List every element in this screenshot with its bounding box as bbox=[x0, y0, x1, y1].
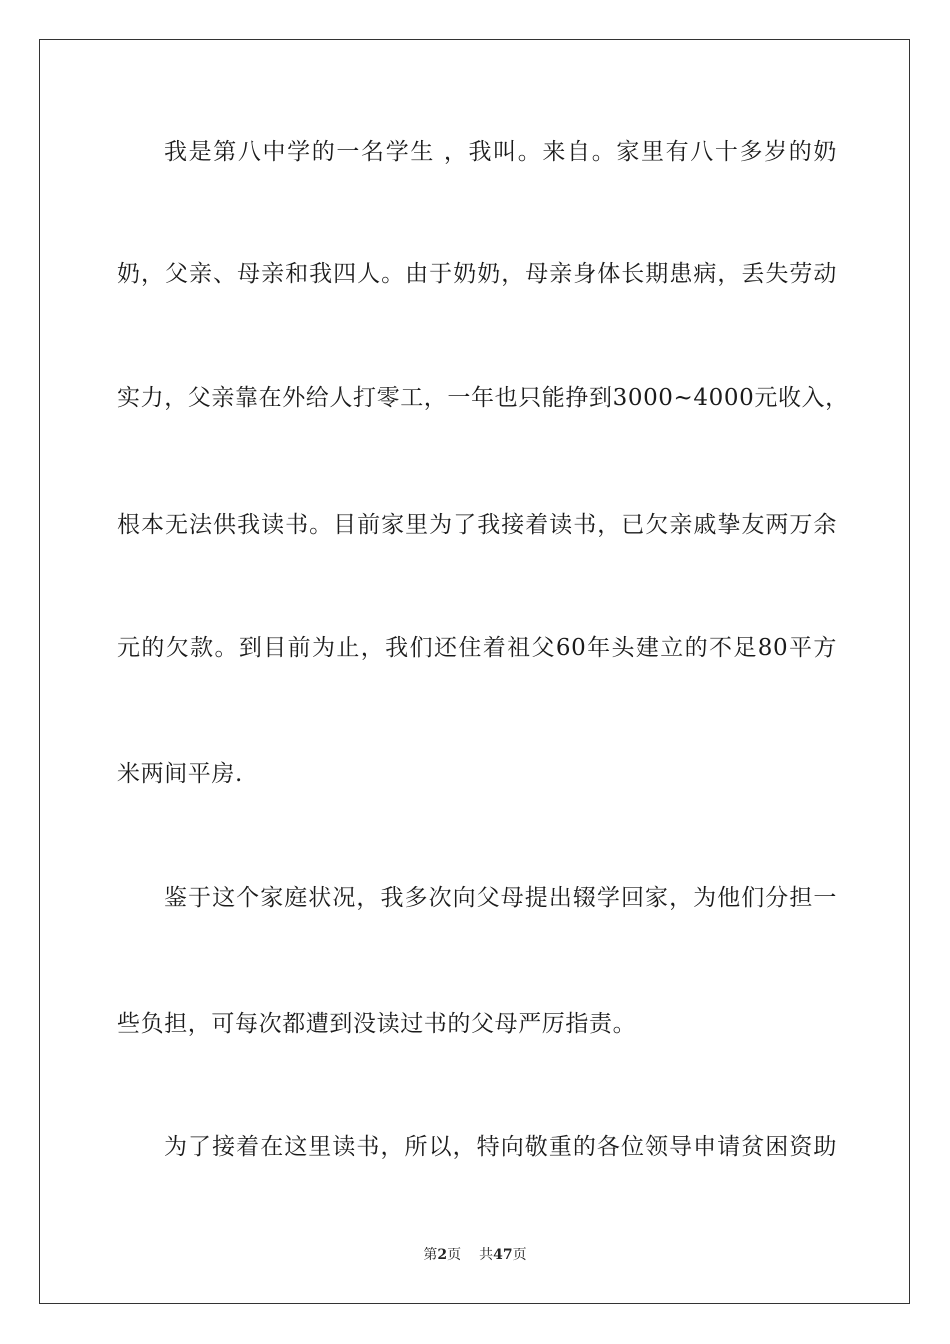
page-suffix: 页 bbox=[447, 1247, 462, 1263]
paragraph-1-line-4: 根本无法供我读书。目前家里为了我接着读书，已欠亲戚挚友两万余 bbox=[117, 512, 837, 538]
paragraph-2-line-1: 鉴于这个家庭状况，我多次向父母提出辍学回家，为他们分担一 bbox=[164, 885, 837, 911]
paragraph-1-line-5: 元的欠款。到目前为止，我们还住着祖父60年头建立的不足80平方 bbox=[117, 635, 837, 661]
total-pages: 47 bbox=[493, 1247, 513, 1263]
paragraph-1-line-3: 实力，父亲靠在外给人打零工，一年也只能挣到3000~4000元收入， bbox=[117, 385, 849, 411]
paragraph-2-line-2: 些负担，可每次都遭到没读过书的父母严厉指责。 bbox=[117, 1011, 637, 1037]
paragraph-3-line-1: 为了接着在这里读书，所以，特向敬重的各位领导申请贫困资助 bbox=[164, 1134, 837, 1160]
total-prefix: 共 bbox=[479, 1247, 494, 1263]
page-number: 2 bbox=[437, 1247, 448, 1263]
paragraph-1-line-2: 奶，父亲、母亲和我四人。由于奶奶，母亲身体长期患病，丢失劳动 bbox=[117, 261, 837, 287]
page-border bbox=[39, 39, 910, 1304]
total-suffix: 页 bbox=[512, 1247, 527, 1263]
paragraph-1-line-1: 我是第八中学的一名学生 ，我叫。来自。家里有八十多岁的奶 bbox=[164, 139, 837, 165]
page-prefix: 第 bbox=[423, 1247, 438, 1263]
page-footer bbox=[0, 1245, 950, 1265]
paragraph-1-line-6: 米两间平房. bbox=[117, 761, 243, 787]
